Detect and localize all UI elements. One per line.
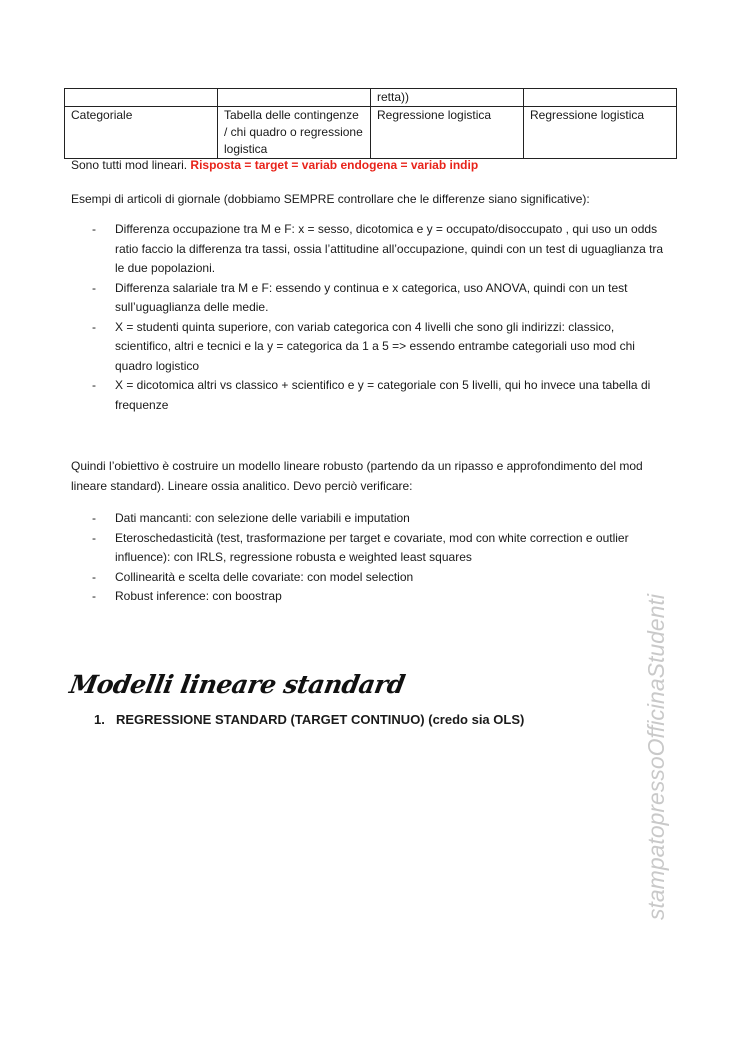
list-item-text: Differenza occupazione tra M e F: x = sesso, dicotomica e y = occupato/disoccupato , qui uso un odds ratio faccio la differenza tra tassi, ossia l’attitudine all’occupazione, quindi con un test di uguaglianza tra le due popolazioni. [115,222,664,275]
intro-paragraph [71,156,478,176]
examples-intro: Esempi di articoli di giornale (dobbiamo SEMPRE controllare che le differenze siano significative): [71,192,590,206]
list-item [92,318,665,377]
dash-bullet: - [92,222,96,236]
dash-bullet: - [92,378,96,392]
list-item-text: Differenza salariale tra M e F: essendo y continua e x categorica, uso ANOVA, quindi con un test sull’uguaglianza delle medie. [115,280,628,314]
list-item [92,509,670,529]
list-item-text: Eteroschedasticità (test, trasformazione per target e covariate, mod con white correction e outlier influence): con IRLS, regressione robusta e weighted least squares [115,530,629,564]
table-cell [65,89,218,107]
table-cell: Regressione logistica [524,107,677,159]
dash-bullet: - [92,511,96,525]
dash-bullet: - [92,319,96,334]
section-title: REGRESSIONE STANDARD (TARGET CONTINUO) (credo sia OLS) [116,712,525,727]
list-item [92,587,670,607]
table-cell: Tabella delle contingenze / chi quadro o regressione logistica [218,107,371,159]
table-cell: retta)) [371,89,524,107]
table-cell [218,89,371,107]
dash-bullet: - [92,569,96,584]
table-cell: Regressione logistica [371,107,524,159]
list-item [92,568,670,588]
section-number: 1. [94,712,105,727]
dash-bullet: - [92,589,96,603]
list-item [92,220,665,279]
list-item-text: X = studenti quinta superiore, con variab categorica con 4 livelli che sono gli indirizzi: classico, scientifico, altri e tecnici e la y = categorica da 1 a 5 => essendo entrambe categoriali uso mod chi quadro logistico [115,319,635,373]
table-cell [524,89,677,107]
watermark: stampatopressoOfficinaStudenti [643,593,669,920]
section-heading: Modelli lineare standard [67,670,407,699]
list-item [92,529,670,568]
numbered-section-title [94,712,524,727]
list-item [92,376,665,415]
list-item [92,279,665,318]
dash-bullet: - [92,280,96,295]
table-cell: Categoriale [65,107,218,159]
list-item-text: Dati mancanti: con selezione delle variabili e imputation [115,511,410,525]
objective-paragraph: Quindi l’obiettivo è costruire un modello lineare robusto (partendo da un ripasso e approfondimento del mod lineare standard). Lineare ossia analitico. Devo perciò verificare: [71,459,643,493]
checks-list [92,509,670,607]
list-item-text: X = dicotomica altri vs classico + scientifico e y = categoriale con 5 livelli, qui ho invece una tabella di frequenze [115,378,651,412]
intro-text: Sono tutti mod lineari. [71,158,191,172]
comparison-table [64,88,677,159]
list-item-text: Collinearità e scelta delle covariate: con model selection [115,569,414,584]
intro-highlight: Risposta = target = variab endogena = variab indip [190,158,479,172]
examples-list [92,220,665,415]
list-item-text: Robust inference: con boostrap [115,589,282,603]
table-row [65,107,677,159]
table-row [65,89,677,107]
dash-bullet: - [92,530,96,545]
